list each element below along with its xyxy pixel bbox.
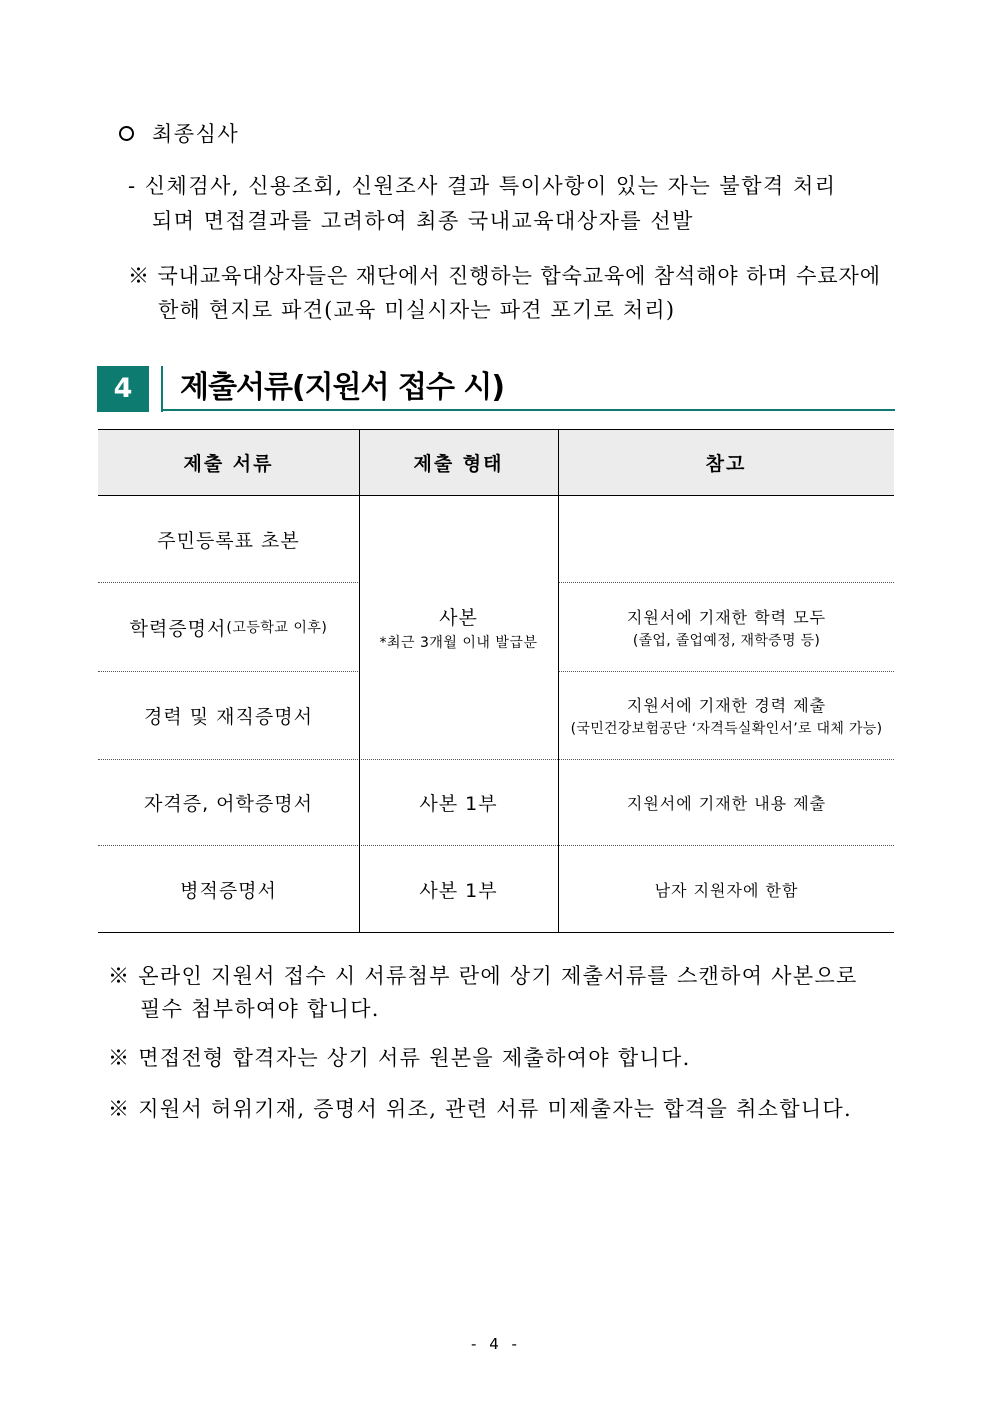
circle-bullet-icon: [119, 126, 134, 141]
row1-reference: [559, 496, 894, 582]
section-title: 제출서류(지원서 접수 시): [180, 370, 505, 405]
row5-reference: [559, 846, 894, 932]
row2-reference-sub: (졸업, 졸업예정, 재학증명 등): [632, 632, 821, 649]
final-review-bullet-line1: - 신체검사, 신용조회, 신원조사 결과 특이사항이 있는 자는 불합격 처리: [128, 174, 837, 198]
row5-document: [98, 846, 359, 932]
row5-form: 사본 1부: [419, 879, 498, 902]
row5-reference-text: 남자 지원자에 한함: [654, 880, 799, 900]
row5-document-label: 병적증명서: [180, 879, 277, 902]
row3-reference-text: 지원서에 기재한 경력 제출: [626, 696, 827, 715]
row1-document: [98, 496, 359, 582]
row1-document-label: 주민등록표 초본: [157, 529, 300, 552]
row3-reference: [559, 672, 894, 759]
row4-reference: [559, 760, 894, 845]
final-review-note-line2: 한해 현지로 파견(교육 미실시자는 파견 포기로 처리): [158, 298, 676, 322]
page-number: - 4 -: [471, 1335, 521, 1353]
header-reference: 참고: [705, 452, 747, 475]
row4-document: [98, 760, 359, 845]
merged-form-cell: [359, 496, 558, 759]
row4-reference-text: 지원서에 기재한 내용 제출: [626, 794, 827, 813]
section-underline: [161, 409, 895, 411]
row2-reference: [559, 583, 894, 671]
row2-document-label: 학력증명서: [129, 617, 227, 640]
final-review-bullet-line2: 되며 면접결과를 고려하여 최종 국내교육대상자를 선발: [152, 209, 694, 233]
row4-document-label: 자격증, 어학증명서: [144, 793, 313, 815]
row2-document: [98, 583, 359, 671]
section-separator: [161, 366, 163, 412]
section-number: 4: [97, 366, 149, 412]
row2-reference-text: 지원서에 기재한 학력 모두: [626, 607, 827, 627]
row3-reference-sub: (국민건강보험공단 ‘자격득실확인서’로 대체 가능): [570, 721, 883, 737]
row2-document-sub: (고등학교 이후): [226, 620, 328, 636]
note1-line1: ※ 온라인 지원서 접수 시 서류첨부 란에 상기 제출서류를 스캔하여 사본으로: [108, 964, 858, 988]
note3: ※ 지원서 허위기재, 증명서 위조, 관련 서류 미제출자는 합격을 취소합니다.: [108, 1097, 852, 1121]
final-review-note-line1: ※ 국내교육대상자들은 재단에서 진행하는 합숙교육에 참석해야 하며 수료자에: [128, 264, 881, 288]
documents-table: [98, 429, 894, 933]
merged-form-sub: *최근 3개월 이내 발급분: [379, 635, 538, 651]
header-documents: 제출 서류: [183, 452, 274, 475]
note2: ※ 면접전형 합격자는 상기 서류 원본을 제출하여야 합니다.: [108, 1046, 691, 1070]
note1-line2: 필수 첨부하여야 합니다.: [140, 997, 380, 1021]
merged-form-label: 사본: [439, 607, 478, 629]
row4-form: 사본 1부: [419, 793, 498, 815]
row3-document: [98, 672, 359, 759]
row3-document-label: 경력 및 재직증명서: [144, 706, 313, 728]
header-form: 제출 형태: [413, 452, 504, 475]
final-review-heading: 최종심사: [152, 122, 240, 146]
table-bottom-border: [98, 932, 894, 933]
